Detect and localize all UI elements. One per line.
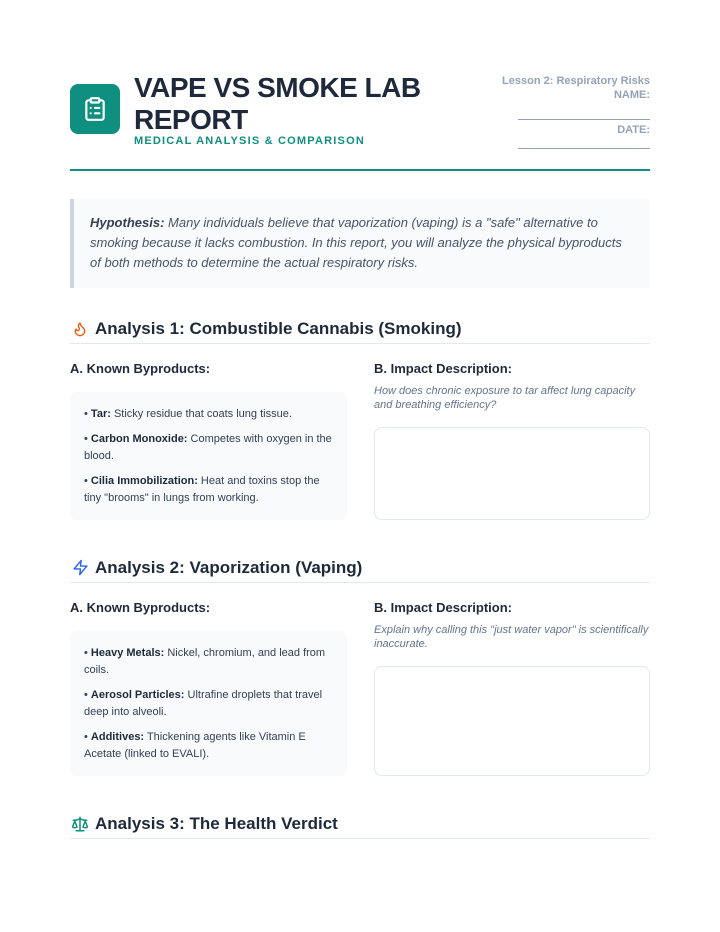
analysis-3-heading xyxy=(70,809,650,839)
list-item: • Heavy Metals: Nickel, chromium, and lead from coils. xyxy=(84,647,326,676)
analysis-1-prompt: How does chronic exposure to tar affect lung capacity and breathing efficiency? xyxy=(374,385,636,411)
report-meta xyxy=(450,74,650,149)
analysis-2-heading xyxy=(70,553,650,583)
byproduct-desc: Competes with oxygen in the blood. xyxy=(84,433,332,462)
list-item: • Additives: Thickening agents like Vitamin E Acetate (linked to EVALI). xyxy=(84,731,306,760)
name-field[interactable] xyxy=(518,119,650,120)
analysis-1-impact-label: B. Impact Description: xyxy=(374,361,512,376)
hypothesis-text: Many individuals believe that vaporization (vaping) is a "safe" alternative to smoking because it lacks combustion. In this report, you will analyze the physical byproducts of both methods to determine the actual respiratory risks. xyxy=(90,215,622,270)
date-field[interactable] xyxy=(518,148,650,149)
list-item: • Tar: Sticky residue that coats lung tissue. xyxy=(84,408,292,420)
hypothesis-label: Hypothesis: xyxy=(90,215,165,230)
analysis-2-title: Analysis 2: Vaporization (Vaping) xyxy=(95,557,363,577)
report-subtitle: MEDICAL ANALYSIS & COMPARISON xyxy=(134,135,365,147)
lesson-label: Lesson 2: Respiratory Risks xyxy=(502,75,650,87)
list-item: • Carbon Monoxide: Competes with oxygen in the blood. xyxy=(84,433,332,462)
analysis-2-prompt: Explain why calling this "just water vapor" is scientifically inaccurate. xyxy=(374,624,649,650)
byproduct-desc: Sticky residue that coats lung tissue. xyxy=(110,408,292,420)
analysis-3-title: Analysis 3: The Health Verdict xyxy=(95,813,338,833)
byproduct-term: Aerosol Particles: xyxy=(90,689,185,701)
byproduct-term: Additives: xyxy=(90,731,145,743)
flame-icon xyxy=(70,319,90,339)
analysis-2-byproducts-label: A. Known Byproducts: xyxy=(70,600,211,615)
date-label: DATE: xyxy=(617,124,650,136)
byproduct-desc: Heat and toxins stop the tiny "brooms" in lungs from working. xyxy=(84,475,320,504)
list-item: • Cilia Immobilization: Heat and toxins stop the tiny "brooms" in lungs from working. xyxy=(84,475,320,504)
hypothesis-box xyxy=(70,199,650,288)
header-divider xyxy=(70,169,650,171)
analysis-2-impact-label: B. Impact Description: xyxy=(374,600,512,615)
lightning-icon xyxy=(70,558,90,578)
byproduct-term: Tar: xyxy=(90,408,111,420)
byproduct-term: Carbon Monoxide: xyxy=(90,433,188,445)
byproduct-term: Heavy Metals: xyxy=(90,647,165,659)
analysis-1-heading xyxy=(70,314,650,344)
analysis-1-title: Analysis 1: Combustible Cannabis (Smoking) xyxy=(95,318,462,338)
report-title: VAPE VS SMOKE LAB REPORT xyxy=(134,72,421,135)
analysis-2-byproducts-list xyxy=(70,631,347,776)
analysis-1-byproducts-list xyxy=(70,392,347,520)
byproduct-desc: Ultrafine droplets that travel deep into alveoli. xyxy=(84,689,323,718)
byproduct-desc: Nickel, chromium, and lead from coils. xyxy=(84,647,326,676)
analysis-1-byproducts-label: A. Known Byproducts: xyxy=(70,361,211,376)
list-item: • Aerosol Particles: Ultrafine droplets that travel deep into alveoli. xyxy=(84,689,323,718)
scale-icon xyxy=(70,814,90,834)
analysis-1-answer-box[interactable] xyxy=(374,427,650,520)
byproduct-desc: Thickening agents like Vitamin E Acetate (linked to EVALI). xyxy=(84,731,306,760)
name-label: NAME: xyxy=(613,89,650,101)
analysis-2-answer-box[interactable] xyxy=(374,666,650,776)
byproduct-term: Cilia Immobilization: xyxy=(90,475,198,487)
clipboard-list-icon xyxy=(70,84,120,134)
report-header xyxy=(70,70,650,170)
